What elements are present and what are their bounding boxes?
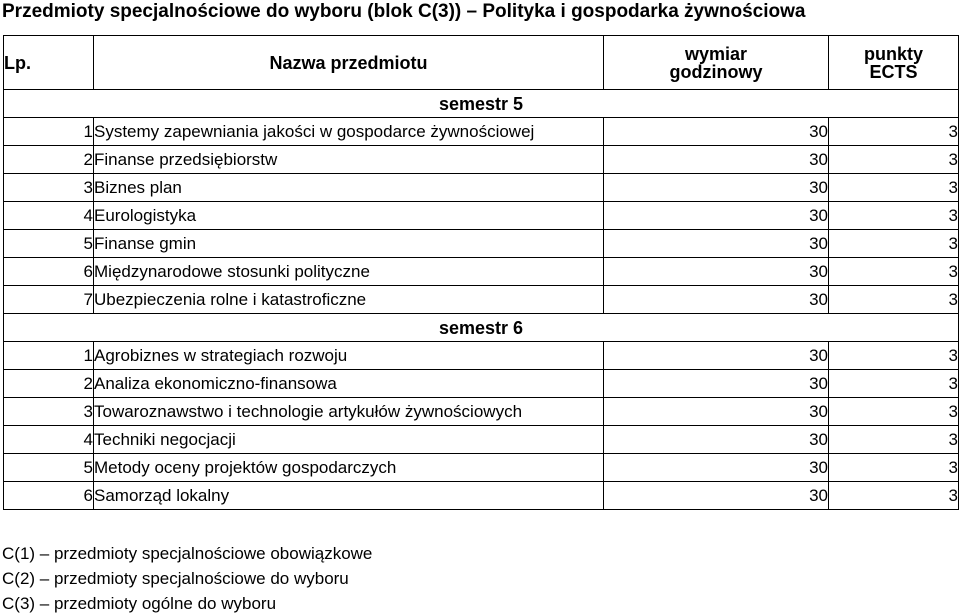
subject-name-cell: Finanse gmin [94,230,604,258]
lp-cell: 5 [4,454,94,482]
ects-cell: 3 [829,230,959,258]
legend-item: C(1) – przedmioty specjalnościowe obowiązkowe [2,544,373,563]
subjects-table [3,35,959,510]
subject-name-cell: Finanse przedsiębiorstw [94,146,604,174]
table-row [4,482,959,510]
table-row [4,454,959,482]
subject-name-cell: Analiza ekonomiczno-finansowa [94,370,604,398]
subject-name-cell: Samorząd lokalny [94,482,604,510]
hours-cell: 30 [604,230,829,258]
subject-name-cell: Towaroznawstwo i technologie artykułów żywnościowych [94,398,604,426]
subject-name-cell: Systemy zapewniania jakości w gospodarce żywnościowej [94,118,604,146]
header-lp: Lp. [4,36,94,90]
table-row [4,370,959,398]
semester-row [4,90,959,118]
header-hours [604,36,829,90]
header-ects [829,36,959,90]
table-row [4,398,959,426]
legend [2,541,372,616]
subject-name-cell: Międzynarodowe stosunki polityczne [94,258,604,286]
table-row [4,174,959,202]
header-hours-line1: wymiar [684,43,748,64]
ects-cell: 3 [829,370,959,398]
table-row [4,118,959,146]
lp-cell: 1 [4,118,94,146]
header-ects-line1: punkty [863,43,923,64]
semester-label: semestr 5 [4,90,959,118]
ects-cell: 3 [829,258,959,286]
ects-cell: 3 [829,146,959,174]
table-body [4,90,959,510]
lp-cell: 6 [4,482,94,510]
ects-cell: 3 [829,454,959,482]
hours-cell: 30 [604,258,829,286]
hours-cell: 30 [604,482,829,510]
legend-item: C(2) – przedmioty specjalnościowe do wyboru [2,569,349,588]
ects-cell: 3 [829,118,959,146]
subject-name-cell: Metody oceny projektów gospodarczych [94,454,604,482]
subject-name-cell: Eurologistyka [94,202,604,230]
table-row [4,202,959,230]
page-title: Przedmioty specjalnościowe do wyboru (blok C(3)) – Polityka i gospodarka żywnościowa [2,1,806,22]
table-header-row [4,36,959,90]
semester-row [4,314,959,342]
hours-cell: 30 [604,370,829,398]
subject-name-cell: Agrobiznes w strategiach rozwoju [94,342,604,370]
lp-cell: 7 [4,286,94,314]
hours-cell: 30 [604,202,829,230]
hours-cell: 30 [604,342,829,370]
ects-cell: 3 [829,342,959,370]
lp-cell: 3 [4,398,94,426]
hours-cell: 30 [604,118,829,146]
hours-cell: 30 [604,146,829,174]
ects-cell: 3 [829,426,959,454]
hours-cell: 30 [604,398,829,426]
table-row [4,426,959,454]
table-row [4,146,959,174]
table-row [4,258,959,286]
ects-cell: 3 [829,398,959,426]
lp-cell: 1 [4,342,94,370]
legend-item: C(3) – przedmioty ogólne do wyboru [2,594,277,613]
hours-cell: 30 [604,454,829,482]
semester-label: semestr 6 [4,314,959,342]
table-row [4,286,959,314]
hours-cell: 30 [604,426,829,454]
ects-cell: 3 [829,286,959,314]
ects-cell: 3 [829,482,959,510]
subject-name-cell: Biznes plan [94,174,604,202]
ects-cell: 3 [829,202,959,230]
lp-cell: 6 [4,258,94,286]
lp-cell: 4 [4,202,94,230]
table-row [4,342,959,370]
hours-cell: 30 [604,174,829,202]
header-ects-line2: ECTS [869,61,918,82]
subject-name-cell: Techniki negocjacji [94,426,604,454]
ects-cell: 3 [829,174,959,202]
lp-cell: 2 [4,370,94,398]
subject-name-cell: Ubezpieczenia rolne i katastroficzne [94,286,604,314]
lp-cell: 2 [4,146,94,174]
header-hours-line2: godzinowy [669,61,763,82]
table-row [4,230,959,258]
hours-cell: 30 [604,286,829,314]
lp-cell: 4 [4,426,94,454]
header-name: Nazwa przedmiotu [94,36,604,90]
lp-cell: 3 [4,174,94,202]
lp-cell: 5 [4,230,94,258]
